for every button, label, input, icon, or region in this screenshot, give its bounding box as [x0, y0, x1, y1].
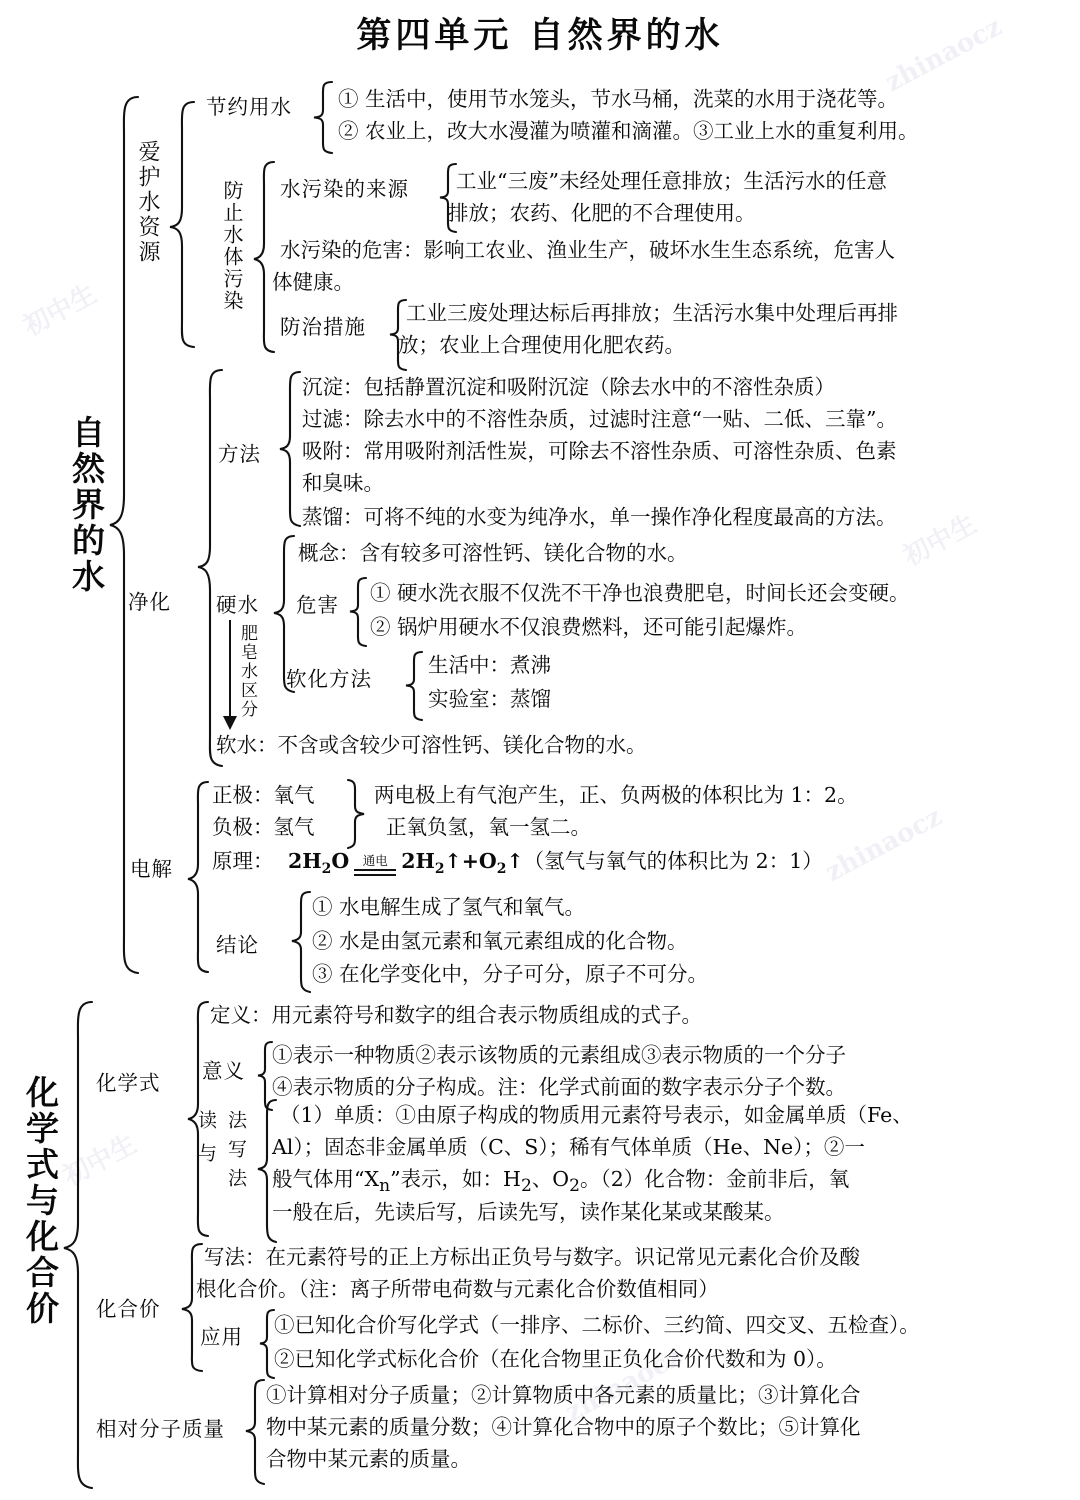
label-hard-water-harm: 危害	[296, 593, 339, 617]
formula-meaning-line-1: ①表示一种物质②表示该物质的元素组成③表示物质的一个分子	[272, 1043, 846, 1067]
root-brace-2	[62, 1000, 98, 1490]
label-reading-writing-col1: 读与	[195, 1110, 217, 1176]
soft-water-text: 软水：不含或含较少可溶性钙、镁化合物的水。	[216, 733, 647, 757]
prevention-measures-line-1: 工业三废处理达标后再排放；生活污水集中处理后再排	[406, 301, 898, 325]
save-water-item-1: ① 生活中，使用节水笼头，节水马桶，洗菜的水用于浇花等。	[338, 87, 899, 111]
softening-item-2: 实验室：蒸馏	[428, 687, 551, 711]
conclusion-item-1: ① 水电解生成了氢气和氧气。	[312, 895, 586, 919]
pollution-harm-line-2: 体健康。	[272, 270, 354, 294]
electrolysis-anode: 正极：氧气	[212, 783, 315, 807]
relative-mass-line-1: ①计算相对分子质量；②计算物质中各元素的质量比；③计算化合	[266, 1383, 861, 1407]
watermark: 初中生	[58, 1129, 142, 1193]
electrolysis-principle-label: 原理：	[212, 849, 274, 873]
prevention-measures-line-2: 放；农业上合理使用化肥农药。	[398, 333, 685, 357]
valence-writing-line-2: 根化合价。（注：离子所带电荷数与元素化合价数值相同）	[196, 1277, 719, 1301]
brace-protect-water	[168, 100, 198, 350]
valence-writing-line-1: 写法：在元素符号的正上方标出正负号与数字。识记常见元素化合价及酸	[204, 1245, 860, 1269]
root-label-natural-water: 自然界的水	[67, 415, 106, 595]
branch-label-purification: 净化	[128, 590, 171, 614]
brace-save-water	[312, 80, 334, 155]
label-prevention-measures: 防治措施	[280, 315, 366, 339]
hard-water-harm-2: ② 锅炉用硬水不仅浪费燃料，还可能引起爆炸。	[370, 615, 808, 639]
equation-note: （氢气与氧气的体积比为 2：1）	[523, 849, 823, 873]
relative-mass-line-3: 合物中某元素的质量。	[266, 1447, 471, 1471]
watermark: zhinaocz	[560, 1341, 687, 1429]
label-reading-writing-col2: 法写法	[225, 1110, 247, 1197]
soap-distinguish-arrow-line	[229, 620, 231, 720]
watermark: zhinaocz	[880, 11, 1007, 99]
electrolysis-equation: $2H_2O$ 通电 $2H_2↑+O_2↑$（氢气与氧气的体积比为 2：1）	[288, 849, 823, 878]
label-save-water: 节约用水	[206, 95, 292, 119]
label-conclusion: 结论	[216, 933, 259, 957]
branch-label-relative-molecular-mass: 相对分子质量	[96, 1417, 225, 1441]
watermark: zhinaocz	[820, 801, 947, 889]
reading-writing-line-4: 一般在后，先读后写，后读先写，读作某化某或某酸某。	[272, 1200, 785, 1224]
method-line-1: 沉淀：包括静置沉淀和吸附沉淀（除去水中的不溶性杂质）	[302, 375, 835, 399]
method-line-5: 蒸馏：可将不纯的水变为纯净水，单一操作净化程度最高的方法。	[302, 505, 897, 529]
hard-water-harm-1: ① 硬水洗衣服不仅洗不干净也浪费肥皂，时间长还会变硬。	[370, 581, 910, 605]
root-label-formula-valence: 化学式与化合价	[21, 1075, 60, 1327]
brace-methods	[278, 370, 302, 528]
brace-purification	[196, 368, 226, 768]
save-water-item-2: ② 农业上，改大水漫灌为喷灌和滴灌。③工业上水的重复利用。	[338, 119, 919, 143]
electrolysis-cathode: 负极：氢气	[212, 815, 315, 839]
brace-hard-water-harm	[348, 576, 368, 648]
branch-label-valence: 化合价	[96, 1297, 161, 1321]
brace-electrolysis	[186, 780, 212, 975]
label-pollution-source: 水污染的来源	[280, 177, 409, 201]
equation-reactant: $2H_2O$	[288, 849, 350, 878]
brace-prevent-pollution	[252, 160, 278, 355]
valence-application-2: ②已知化学式标化合价（在化合物里正负化合价代数和为 0）。	[274, 1347, 837, 1371]
method-line-4: 和臭味。	[302, 471, 384, 495]
label-softening-methods: 软化方法	[286, 667, 372, 691]
label-soap-distinguish: 肥皂水区分	[237, 624, 257, 719]
method-line-3: 吸附：常用吸附剂活性炭，可除去不溶性杂质、可溶性杂质、色素	[302, 439, 897, 463]
page-title: 第四单元 自然界的水	[356, 15, 724, 56]
valence-application-1: ①已知化合价写化学式（一排序、二标价、三约简、四交叉、五检查）。	[274, 1313, 920, 1337]
label-prevent-pollution: 防止水体污染	[220, 180, 244, 312]
conclusion-item-3: ③ 在化学变化中，分子可分，原子不可分。	[312, 962, 709, 986]
watermark: 初中生	[18, 279, 102, 343]
electrolysis-note-2: 正氧负氢，氧一氢二。	[386, 815, 591, 839]
reading-writing-line-3: 般气体用“$X_n$”表示，如：$H_2$、$O_2$。（2）化合物：金前非后，氧	[272, 1167, 850, 1197]
label-hard-water: 硬水	[216, 593, 259, 617]
relative-mass-line-2: 物中某元素的质量分数；④计算化合物中的原子个数比；⑤计算化	[266, 1415, 861, 1439]
soap-distinguish-arrow-head	[223, 716, 237, 730]
brace-valence	[180, 1242, 206, 1372]
branch-label-protect-water: 爱护水资源	[135, 140, 160, 265]
reading-writing-line-2: Al）；固态非金属单质（C、S）；稀有气体单质（He、Ne）；②一	[272, 1135, 865, 1159]
watermark: 初中生	[898, 509, 982, 573]
equation-products: $2H_2↑+O_2↑$	[401, 849, 524, 878]
formula-meaning-line-2: ④表示物质的分子构成。注：化学式前面的数字表示分子个数。	[272, 1075, 846, 1099]
formula-definition: 定义：用元素符号和数字的组合表示物质组成的式子。	[210, 1003, 702, 1027]
branch-label-chemical-formula: 化学式	[96, 1071, 161, 1095]
branch-label-electrolysis: 电解	[130, 857, 173, 881]
label-valence-application: 应用	[200, 1325, 243, 1349]
brace-relative-molecular-mass	[244, 1378, 266, 1486]
brace-electrode-pair	[344, 778, 366, 850]
method-line-2: 过滤：除去水中的不溶性杂质，过滤时注意“一贴、二低、三靠”。	[302, 407, 897, 431]
hard-water-concept: 概念：含有较多可溶性钙、镁化合物的水。	[298, 541, 688, 565]
brace-conclusion	[290, 890, 312, 994]
pollution-harm-line-1: 水污染的危害：影响工农业、渔业生产，破坏水生生态系统，危害人	[280, 238, 895, 262]
pollution-source-line-2: 排放；农药、化肥的不合理使用。	[448, 201, 756, 225]
conclusion-item-2: ② 水是由氢元素和氧元素组成的化合物。	[312, 929, 688, 953]
pollution-source-line-1: 工业“三废”未经处理任意排放；生活污水的任意	[456, 169, 887, 193]
reading-writing-line-1: （1）单质：①由原子构成的物质用元素符号表示，如金属单质（Fe、	[280, 1103, 913, 1127]
label-formula-meaning: 意义	[202, 1059, 245, 1083]
softening-item-1: 生活中：煮沸	[428, 653, 551, 677]
brace-softening	[404, 650, 424, 722]
electrolysis-note-1: 两电极上有气泡产生，正、负两极的体积比为 1：2。	[374, 783, 858, 807]
label-purification-methods: 方法	[218, 442, 261, 466]
